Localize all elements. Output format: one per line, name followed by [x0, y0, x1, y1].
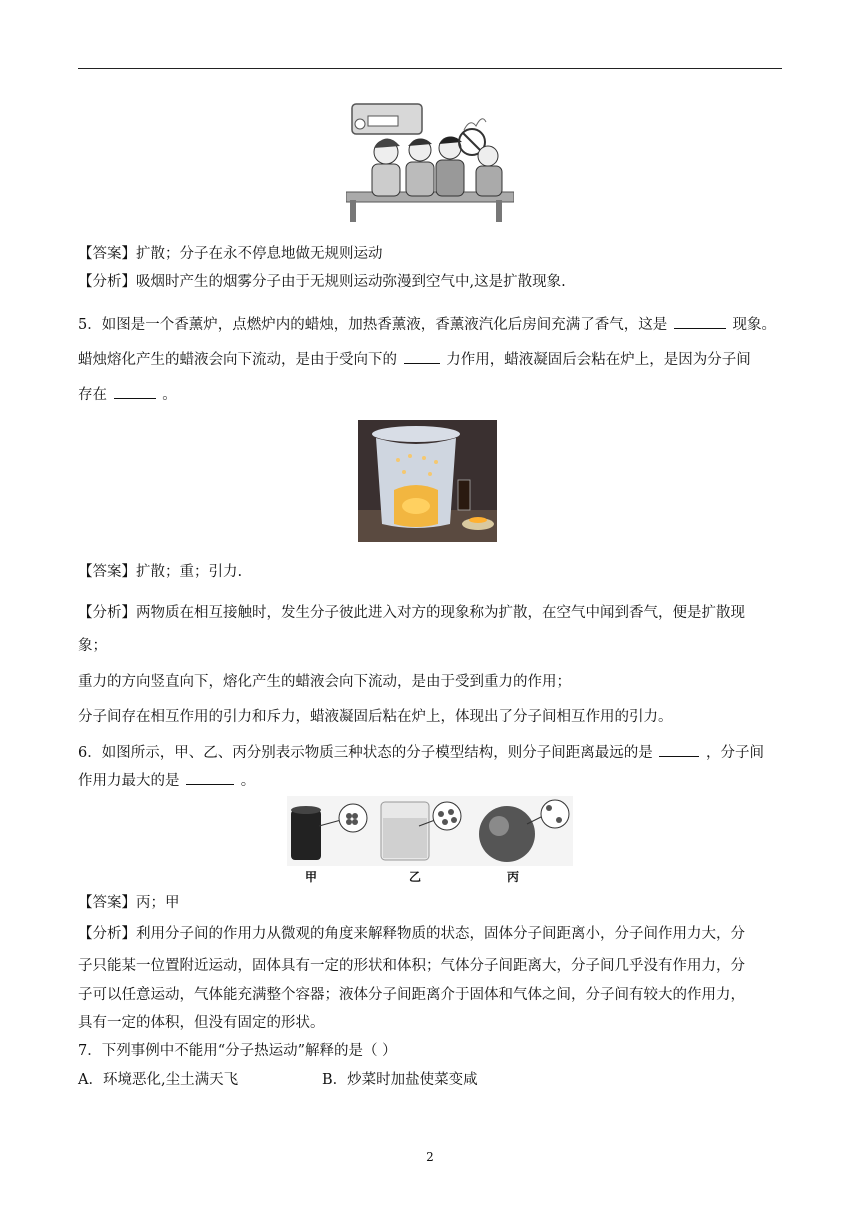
q5-stem-line2 [78, 349, 782, 370]
fig-label-bing: 丙 [506, 870, 519, 884]
q6-analysis-3: 子可以任意运动，气体能充满整个容器；液体分子间距离介于固体和气体之间，分子间有较大的作用力， [78, 987, 745, 1003]
q5-stem-line2-tail: 力作用，蜡液凝固后会粘在炉上，是因为分子间 [446, 352, 751, 368]
q4-analysis: 【分析】吸烟时产生的烟雾分子由于无规则运动弥漫到空气中,这是扩散现象. [78, 274, 566, 290]
q5-stem-line3 [78, 384, 782, 405]
page-number: 2 [426, 1150, 434, 1164]
q6-stem-line2-text: 作用力最大的是 [78, 773, 180, 789]
q6-stem-line2-tail: 。 [240, 773, 256, 789]
header-rule [78, 68, 782, 69]
aroma-burner-photo [358, 420, 497, 542]
q5-answer: 【答案】扩散；重；引力. [78, 564, 243, 580]
q4-answer: 【答案】扩散；分子在永不停息地做无规则运动 [78, 246, 383, 262]
q6-analysis-4: 具有一定的体积，但没有固定的形状。 [78, 1015, 325, 1031]
q7-stem: 7．下列事例中不能用“分子热运动”解释的是（ ） [78, 1043, 397, 1059]
q5-stem-line3-tail: 。 [162, 387, 177, 403]
q5-stem-line1 [78, 314, 782, 335]
q7-option-a[interactable]: A．环境恶化,尘土满天飞 [78, 1072, 239, 1088]
q5-analysis-4: 分子间存在相互作用的引力和斥力，蜡液凝固后粘在炉上，体现出了分子间相互作用的引力。 [78, 709, 673, 725]
q6-blank-1[interactable] [659, 742, 699, 757]
q5-stem-line3-text: 存在 [78, 387, 107, 403]
states-of-matter-figure [287, 796, 573, 866]
q5-analysis-3: 重力的方向竖直向下，熔化产生的蜡液会向下流动，是由于受到重力的作用； [78, 674, 571, 690]
smoking-cartoon-figure [346, 100, 514, 226]
q5-stem-line1-tail: 现象。 [732, 317, 776, 333]
q6-stem-line1 [78, 742, 782, 763]
q5-analysis-1: 【分析】两物质在相互接触时，发生分子彼此进入对方的现象称为扩散，在空气中闻到香气，便是扩散现 [78, 605, 745, 621]
q5-blank-2[interactable] [404, 349, 440, 364]
q6-answer: 【答案】丙；甲 [78, 895, 180, 911]
q6-analysis-2: 子只能某一位置附近运动，固体具有一定的形状和体积；气体分子间距离大，分子间几乎没有作用力，分 [78, 958, 745, 974]
q6-stem-line2 [78, 770, 782, 791]
q6-analysis-1: 【分析】利用分子间的作用力从微观的角度来解释物质的状态，固体分子间距离小，分子间作用力大，分 [78, 926, 745, 942]
fig-label-jia: 甲 [304, 870, 317, 884]
q5-blank-1[interactable] [674, 314, 726, 329]
q6-stem-line1-text: 6．如图所示，甲、乙、丙分别表示物质三种状态的分子模型结构，则分子间距离最远的是 [78, 745, 653, 761]
q5-blank-3[interactable] [114, 384, 156, 399]
fig-label-yi: 乙 [408, 870, 421, 884]
q5-analysis-2: 象； [78, 638, 107, 654]
q5-stem-line1-text: 5．如图是一个香薰炉，点燃炉内的蜡烛，加热香薰液，香薰液汽化后房间充满了香气，这是 [78, 317, 668, 333]
q6-stem-line1-tail: ，分子间 [705, 745, 764, 761]
q5-stem-line2-text: 蜡烛熔化产生的蜡液会向下流动，是由于受向下的 [78, 352, 397, 368]
q7-option-b[interactable]: B．炒菜时加盐使菜变咸 [322, 1072, 478, 1088]
q6-blank-2[interactable] [186, 770, 234, 785]
